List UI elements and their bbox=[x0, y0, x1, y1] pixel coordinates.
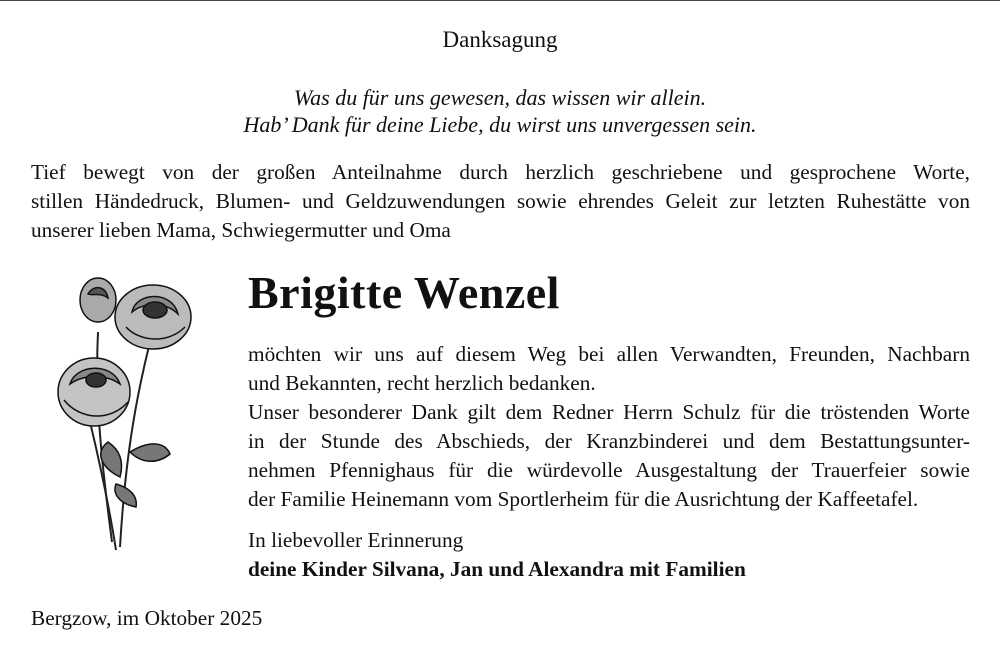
body-line: und Bekannten, recht herzlich bedanken. bbox=[248, 371, 596, 395]
intro-line: stillen Händedruck, Blumen- und Geldzuwendungen sowie ehrendes Geleit zur letzten Ruhestätte von bbox=[31, 189, 970, 213]
body-line: Unser besonderer Dank gilt dem Redner Herrn Schulz für die tröstenden Worte bbox=[248, 400, 970, 424]
verse-line: Was du für uns gewesen, das wissen wir allein. bbox=[293, 85, 707, 110]
memorial-verse bbox=[0, 84, 1000, 138]
place-date: Bergzow, im Oktober 2025 bbox=[31, 606, 263, 630]
thanks-paragraph bbox=[248, 340, 970, 514]
body-line: in der Stunde des Abschieds, der Kranzbinderei und dem Bestattungsunter- bbox=[248, 429, 970, 453]
intro-line: unserer lieben Mama, Schwiegermutter und Oma bbox=[31, 218, 451, 242]
body-line: nehmen Pfennighaus für die würdevolle Ausgestaltung der Trauerfeier sowie bbox=[248, 458, 970, 482]
notice-heading: Danksagung bbox=[442, 27, 558, 52]
roses-icon bbox=[40, 272, 210, 552]
intro-paragraph bbox=[31, 158, 970, 245]
body-line: möchten wir uns auf diesem Weg bei allen Verwandten, Freunden, Nachbarn bbox=[248, 342, 970, 366]
body-line: der Familie Heinemann vom Sportlerheim für die Ausrichtung der Kaffeetafel. bbox=[248, 487, 919, 511]
intro-line: Tief bewegt von der großen Anteilnahme durch herzlich geschriebene und gesprochene Worte, bbox=[31, 160, 970, 184]
closing-block bbox=[248, 526, 746, 584]
closing-phrase: In liebevoller Erinnerung bbox=[248, 528, 464, 552]
signers: deine Kinder Silvana, Jan und Alexandra mit Familien bbox=[248, 557, 746, 581]
deceased-name: Brigitte Wenzel bbox=[248, 267, 560, 318]
verse-line: Hab’ Dank für deine Liebe, du wirst uns unvergessen sein. bbox=[243, 112, 757, 137]
